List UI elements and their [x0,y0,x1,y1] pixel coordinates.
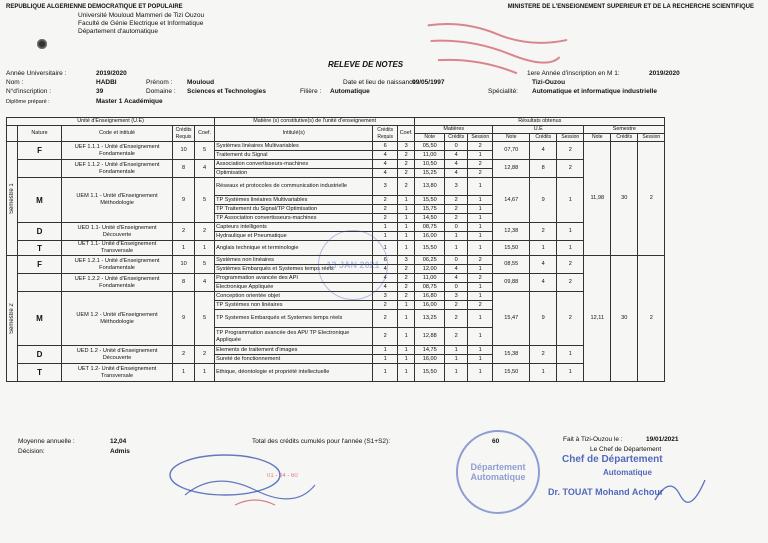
ue-session: 2 [557,256,584,274]
matiere-note: 13,80 [415,178,445,196]
ue-nature [18,274,62,292]
ue-note: 12,88 [493,160,530,178]
fait-label: Fait à Tizi-Ouzou le : [563,436,623,443]
matiere-name: Réseaux et protocoles de communication industrielle [215,178,373,196]
matiere-credits-requis: 4 [373,169,398,178]
matiere-credits: 3 [445,292,468,301]
ue-coef: 4 [195,274,215,292]
matiere-coef: 2 [398,292,415,301]
ue-credits-obtained: 4 [530,274,557,292]
birth-value: 09/05/1997 [412,79,445,86]
matiere-name: Anglais technique et terminologie [215,241,373,256]
matiere-session: 1 [468,265,493,274]
matiere-name: TP Systèmes non linéaires [215,301,373,310]
table-row [7,142,724,151]
matiere-session: 1 [468,283,493,292]
matiere-note: 14,75 [415,346,445,355]
nom-label: Nom : [6,79,24,86]
institution-block [78,12,204,36]
department-stamp-icon [456,430,540,514]
ue-credits-requis: 1 [173,241,195,256]
matiere-credits: 1 [445,232,468,241]
mat-note-header: Note [415,134,445,142]
matiere-credits-requis: 1 [373,346,398,355]
matiere-name: Conception orientée objet [215,292,373,301]
matiere-credits-requis: 1 [373,241,398,256]
ue-session: 1 [557,346,584,364]
matiere-name: Systèmes non linéaires [215,256,373,265]
prenom-value: Mouloud [187,79,215,86]
ue-credits-obtained: 1 [530,364,557,382]
ue-session: 1 [557,223,584,241]
matiere-name: Sureté de fonctionnement [215,355,373,364]
matiere-note: 15,75 [415,205,445,214]
matiere-credits: 0 [445,283,468,292]
matiere-session: 1 [468,205,493,214]
matiere-credits-requis: 6 [373,142,398,151]
date-stamp-text: 13 JAN 2021 [326,260,380,270]
matiere-credits: 1 [445,346,468,355]
matiere-coef: 2 [398,274,415,283]
matiere-name: Capteurs intelligents [215,223,373,232]
matiere-coef: 1 [398,205,415,214]
matiere-note: 12,88 [415,328,445,346]
ue-session-header: Session [557,134,584,142]
matiere-note: 16,00 [415,301,445,310]
semestre-header: Semestre [584,126,665,134]
credits-total-label: Total des crédits cumulés pour l'année (S1+S2): [252,438,390,445]
ue-credits-requis: 10 [173,256,195,274]
semester-credits: 30 [611,142,638,256]
matiere-coef: 1 [398,241,415,256]
matiere-credits: 2 [445,301,468,310]
ue-header: Unité d'Enseignement (U.E) [7,118,215,126]
ue-note: 08,55 [493,256,530,274]
ministry-heading: MINISTERE DE L'ENSEIGNEMENT SUPERIEUR ET DE LA RECHERCHE SCIENTIFIQUE [507,4,754,10]
matiere-coef: 1 [398,310,415,328]
mat-session-header: Session [468,134,493,142]
matiere-session: 1 [468,364,493,382]
diplome-label: Diplôme préparé : [6,99,50,105]
sem-note-header: Note [584,134,611,142]
director-signature-icon [650,470,710,512]
diplome-value: Master 1 Académique [96,98,163,105]
matiere-note: 12,00 [415,265,445,274]
matiere-name: Association convertisseurs-machines [215,160,373,169]
matiere-name: TP Systemes Embarqués et Systemes temps réels [215,310,373,328]
ue-note: 07,70 [493,142,530,160]
ue-coef: 2 [195,346,215,364]
matiere-name: Optimisation [215,169,373,178]
ue-nature: F [18,256,62,274]
matiere-header: Matière (s) constitutive(s) de l'unité d'enseignement [215,118,415,126]
matiere-credits: 2 [445,328,468,346]
matiere-note: 11,00 [415,274,445,283]
matiere-name: Systèmes linéaires Multivariables [215,142,373,151]
matiere-coef: 1 [398,223,415,232]
semester-label: Semestre 1 [7,142,18,256]
matiere-coef: 1 [398,328,415,346]
ue-coef: 5 [195,142,215,160]
ue-code: UEF 1.2.2 - Unité d'Enseignement Fondamentale [62,274,173,292]
ue-session: 1 [557,178,584,223]
ue-note-header: Note [493,134,530,142]
signature-title: Chef de Département [562,454,663,465]
matiere-session: 1 [468,214,493,223]
matiere-coef: 1 [398,196,415,205]
nom-value: HADBI [96,79,117,86]
ue-credits-obtained: 2 [530,223,557,241]
matiere-note: 15,50 [415,196,445,205]
matiere-credits-requis: 2 [373,196,398,205]
ue-code: UED 1.2 - Unité d'Enseignement Découverte [62,346,173,364]
inscr-value: 39 [96,88,104,95]
ue-credits-requis: 9 [173,292,195,346]
matiere-session: 1 [468,178,493,196]
ue-coef: 2 [195,223,215,241]
matiere-coef: 2 [398,178,415,196]
semester-moyenne: 12,11 [584,256,611,382]
matiere-session: 1 [468,232,493,241]
matiere-note: 13,25 [415,310,445,328]
ue-code: UEF 1.1.2 - Unité d'Enseignement Fondamentale [62,160,173,178]
matiere-coef: 2 [398,151,415,160]
ue-note: 15,50 [493,241,530,256]
matiere-credits-requis: 4 [373,274,398,283]
matiere-credits: 0 [445,223,468,232]
matiere-credits: 0 [445,256,468,265]
ue-nature [18,160,62,178]
ue-session: 2 [557,142,584,160]
year-label: Année Universitaire : [6,70,67,77]
ue-credits-requis: 9 [173,178,195,223]
matiere-coef: 1 [398,355,415,364]
first-reg-value: 2019/2020 [649,70,680,77]
first-reg-label: 1ere Année d'inscription en M 1: [527,70,620,77]
matiere-credits-requis: 2 [373,214,398,223]
matiere-session: 1 [468,355,493,364]
ue-credits-requis: 8 [173,274,195,292]
ue-credits-requis: 1 [173,364,195,382]
moyenne-label: Moyenne annuelle : [18,438,75,445]
date-stamp-icon [318,230,388,300]
ue-coef: 4 [195,160,215,178]
ue-session: 2 [557,160,584,178]
ue-note: 12,38 [493,223,530,241]
department-stamp-text: Département Automatique [470,462,526,482]
matiere-credits: 4 [445,265,468,274]
ue-credits-obtained: 9 [530,292,557,346]
sem-session-header: Session [638,134,665,142]
birth-label: Date et lieu de naissance : [343,79,420,86]
semester-session: 2 [638,142,665,256]
matiere-credits-requis: 2 [373,205,398,214]
nature-header: Nature [18,126,62,142]
matiere-session: 2 [468,274,493,283]
ue-credits-requis: 2 [173,346,195,364]
sem-credits-header: Crédits [611,134,638,142]
matiere-name: Electronique Appliquée [215,283,373,292]
matiere-note: 08,75 [415,223,445,232]
matiere-coef: 2 [398,265,415,274]
matiere-session: 1 [468,310,493,328]
credits-requis-header: Crédits Requis [173,126,195,142]
matiere-session: 2 [468,169,493,178]
moyenne-value: 12,04 [110,438,127,445]
matiere-session: 2 [468,142,493,151]
matiere-credits-requis: 2 [373,328,398,346]
matiere-name: Traitement du Signal [215,151,373,160]
ue-note: 15,50 [493,364,530,382]
matiere-session: 1 [468,241,493,256]
coef-header: Coef. [195,126,215,142]
ue-note: 15,47 [493,292,530,346]
matiere-credits: 2 [445,196,468,205]
republic-heading: REPUBLIQUE ALGERIENNE DEMOCRATIQUE ET POPULAIRE [6,4,183,10]
credits-total-value: 60 [492,438,500,445]
resultats-header: Résultats obtenus [415,118,665,126]
matiere-coef: 3 [398,256,415,265]
row-spacer [665,142,723,256]
signatory-name: Dr. TOUAT Mohand Achour [548,487,664,497]
matiere-coef: 2 [398,160,415,169]
matiere-note: 08,75 [415,283,445,292]
matiere-credits: 4 [445,160,468,169]
matiere-credits-requis: 1 [373,364,398,382]
ue-code: UEM 1.2 - Unité d'Enseignement Méthodologie [62,292,173,346]
faculty-name: Faculté de Génie Electrique et Informatique [78,20,204,27]
small-date-stamp: 01 - 04 - 60 [267,473,298,479]
ue-session: 2 [557,292,584,346]
domaine-label: Domaine : [146,88,176,95]
ue-credits-obtained: 8 [530,160,557,178]
matiere-credits: 1 [445,241,468,256]
ue-session: 2 [557,274,584,292]
ue-nature: T [18,241,62,256]
ue-coef: 5 [195,178,215,223]
matiere-coef: 1 [398,346,415,355]
ue-code: UET 1.1- Unité d'Enseignement Transversale [62,241,173,256]
ue-results-header: U.E [493,126,584,134]
ue-credits-obtained: 9 [530,178,557,223]
ue-code: UEF 1.1.1 - Unité d'Enseignement Fondamentale [62,142,173,160]
ue-coef: 5 [195,256,215,274]
university-logo-icon [36,38,48,50]
ue-nature: M [18,178,62,223]
intitule-header: Intitulé(s) [215,126,373,142]
ue-code: UEF 1.2.1 - Unité d'Enseignement Fondamentale [62,256,173,274]
ue-note: 15,38 [493,346,530,364]
matiere-note: 05,50 [415,142,445,151]
matiere-note: 10,50 [415,160,445,169]
matiere-coef: 1 [398,214,415,223]
matiere-credits: 1 [445,364,468,382]
matiere-credits: 2 [445,310,468,328]
decision-label: Décision: [18,448,45,455]
domaine-value: Sciences et Technologies [187,88,266,95]
department-name: Département d'automatique [78,28,159,35]
matiere-note: 15,25 [415,169,445,178]
university-name: Université Mouloud Mammeri de Tizi Ouzou [78,12,205,19]
matiere-name: TP Association convertisseurs-machines [215,214,373,223]
matiere-credits: 4 [445,274,468,283]
matiere-coef: 1 [398,232,415,241]
mat-credits-requis-header: Crédits Requis [373,126,398,142]
matiere-name: Elements de traitement d'images [215,346,373,355]
inscr-label: N°d'inscription : [6,88,52,95]
ue-session: 1 [557,364,584,382]
matiere-session: 2 [468,301,493,310]
matiere-credits-requis: 3 [373,178,398,196]
matiere-coef: 3 [398,142,415,151]
ue-coef: 1 [195,364,215,382]
matiere-session: 1 [468,346,493,355]
matiere-session: 1 [468,196,493,205]
matiere-session: 1 [468,328,493,346]
matiere-credits-requis: 2 [373,310,398,328]
matiere-credits: 1 [445,355,468,364]
year-value: 2019/2020 [96,70,127,77]
ue-credits-obtained: 4 [530,256,557,274]
matiere-session: 1 [468,292,493,301]
ue-session: 1 [557,241,584,256]
matieres-header: Matières [415,126,493,134]
filiere-value: Automatique [330,88,370,95]
ue-nature: D [18,223,62,241]
matiere-coef: 2 [398,169,415,178]
matiere-credits: 4 [445,169,468,178]
ue-credits-header: Crédits [530,134,557,142]
matiere-credits: 4 [445,151,468,160]
ue-nature: T [18,364,62,382]
chef-label: Le Chef de Département [590,446,662,453]
matiere-credits-requis: 4 [373,151,398,160]
ue-credits-requis: 8 [173,160,195,178]
matiere-name: TP Traitement du Signal/TP Optimisation [215,205,373,214]
ue-nature: F [18,142,62,160]
matiere-note: 16,00 [415,232,445,241]
filiere-label: Filière : [300,88,322,95]
decision-value: Admis [110,448,130,455]
semester-session: 2 [638,256,665,382]
matiere-note: 15,50 [415,241,445,256]
specialite-label: Spécialité: [488,88,518,95]
specialite-value: Automatique et informatique industrielle [532,88,657,95]
ue-credits-requis: 10 [173,142,195,160]
ue-code: UED 1.1- Unité d'Enseignement Découverte [62,223,173,241]
matiere-credits-requis: 1 [373,355,398,364]
fait-date: 19/01/2021 [646,436,679,443]
matiere-name: TP Systèmes linéaires Multivariables [215,196,373,205]
matiere-note: 16,80 [415,292,445,301]
matiere-coef: 1 [398,301,415,310]
matiere-coef: 1 [398,364,415,382]
matiere-credits: 2 [445,214,468,223]
ue-coef: 1 [195,241,215,256]
ue-code: UET 1.2- Unité d'Enseignement Transversale [62,364,173,382]
matiere-credits-requis: 4 [373,160,398,169]
ue-note: 14,67 [493,178,530,223]
matiere-credits-requis: 1 [373,232,398,241]
document-title: RELEVE DE NOTES [328,60,404,69]
matiere-name: Ethique, déontologie et propriété intellectuelle [215,364,373,382]
semester-moyenne: 11,98 [584,142,611,256]
matiere-note: 15,50 [415,364,445,382]
signature-subtitle: Automatique [603,468,652,477]
matiere-credits: 2 [445,205,468,214]
matiere-name: Programmation avancée des API [215,274,373,283]
semester-credits: 30 [611,256,638,382]
ue-credits-obtained: 1 [530,241,557,256]
matiere-note: 14,50 [415,214,445,223]
matiere-note: 11,00 [415,151,445,160]
matiere-credits-requis: 6 [373,256,398,265]
ue-nature: M [18,292,62,346]
matiere-name: TP Programmation avancée des API/ TP Electronique Appliquée [215,328,373,346]
matiere-credits: 0 [445,142,468,151]
matiere-name: Systèmes Embarqués et Systemes temps réels [215,265,373,274]
matiere-credits-requis: 4 [373,265,398,274]
matiere-session: 2 [468,160,493,169]
matiere-credits-requis: 1 [373,223,398,232]
matiere-credits-requis: 2 [373,301,398,310]
matiere-credits-requis: 4 [373,283,398,292]
handwritten-signature-icon [165,445,325,532]
matiere-note: 06,25 [415,256,445,265]
prenom-label: Prénom : [146,79,173,86]
ue-note: 09,88 [493,274,530,292]
semester-label: Semestre 2 [7,256,18,382]
matiere-credits-requis: 3 [373,292,398,301]
ue-credits-requis: 2 [173,223,195,241]
matiere-coef: 2 [398,283,415,292]
mat-credits-header: Crédits [445,134,468,142]
matiere-session: 2 [468,256,493,265]
matiere-credits: 3 [445,178,468,196]
ue-nature: D [18,346,62,364]
ue-coef: 5 [195,292,215,346]
ue-code: UEM 1.1 - Unité d'Enseignement Méthodologie [62,178,173,223]
matiere-note: 16,00 [415,355,445,364]
row-spacer [665,256,723,382]
matiere-name: Hydraulique et Pneumatique [215,232,373,241]
matiere-session: 1 [468,223,493,232]
ue-credits-obtained: 4 [530,142,557,160]
code-header: Code et intitulé [62,126,173,142]
matiere-session: 1 [468,151,493,160]
birth-place: Tizi-Ouzou [532,79,566,86]
mat-coef-header: Coef. [398,126,415,142]
ue-credits-obtained: 2 [530,346,557,364]
